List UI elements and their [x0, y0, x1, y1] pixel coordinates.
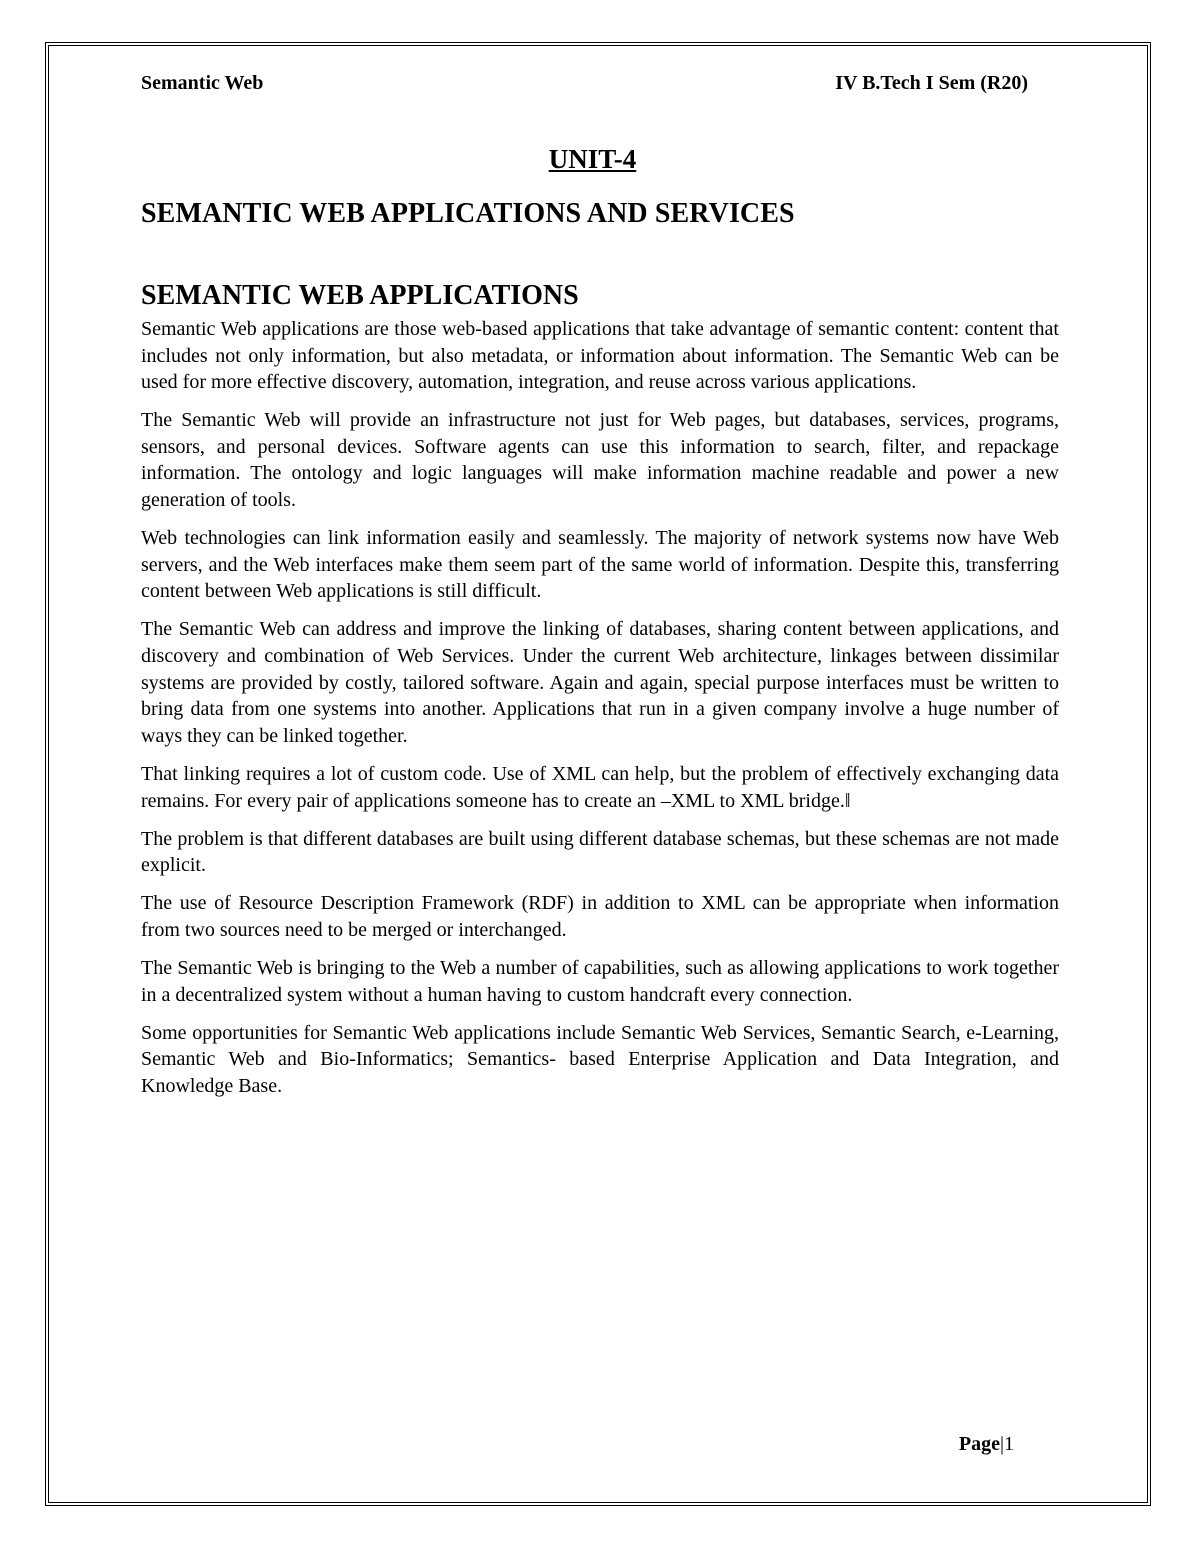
paragraph: The Semantic Web is bringing to the Web a number of capabilities, such as allowing applications to work together in a decentralized system without a human having to custom handcraft every connection.	[141, 956, 1059, 1006]
paragraph: Web technologies can link information easily and seamlessly. The majority of network systems now have Web servers, and the Web interfaces make them seem part of the same world of information. Despite this, transferring content between Web applications is still difficult.	[141, 527, 1059, 603]
paragraph: The problem is that different databases are built using different database schemas, but these schemas are not made explicit.	[141, 827, 1059, 877]
header-semester: IV B.Tech I Sem (R20)	[835, 72, 1028, 94]
page-number	[959, 1433, 1014, 1456]
paragraph: Some opportunities for Semantic Web applications include Semantic Web Services, Semantic Search, e-Learning, Semantic Web and Bio-Informatics; Semantics- based Enterprise Application and Data Integration, and Knowledge Base.	[141, 1021, 1059, 1097]
main-title: SEMANTIC WEB APPLICATIONS AND SERVICES	[141, 198, 795, 229]
body-content	[141, 316, 1059, 1111]
section-title: SEMANTIC WEB APPLICATIONS	[141, 280, 579, 311]
paragraph: The use of Resource Description Framework (RDF) in addition to XML can be appropriate when information from two sources need to be merged or interchanged.	[141, 892, 1059, 941]
header-course-name: Semantic Web	[141, 72, 264, 94]
paragraph: The Semantic Web will provide an infrastructure not just for Web pages, but databases, services, programs, sensors, and personal devices. Software agents can use this information to search, filter, and repackage information. The ontology and logic languages will make information machine readable and power a new generation of tools.	[141, 409, 1059, 512]
unit-title: UNIT-4	[548, 144, 637, 174]
paragraph: Semantic Web applications are those web-based applications that take advantage of semantic content: content that includes not only information, but also metadata, or information about information. The Semantic Web can be used for more effective discovery, automation, integration, and reuse across various applications.	[141, 318, 1059, 394]
page-number-value: 1	[1004, 1433, 1014, 1455]
paragraph: That linking requires a lot of custom code. Use of XML can help, but the problem of effectively exchanging data remains. For every pair of applications someone has to create an –XML to XML bridge.‖	[141, 762, 1059, 812]
page-separator: |	[999, 1433, 1004, 1455]
page-label: Page	[958, 1433, 1000, 1455]
paragraph: The Semantic Web can address and improve the linking of databases, sharing content between applications, and discovery and combination of Web Services. Under the current Web architecture, linkages between dissimilar systems are provided by costly, tailored software. Again and again, special purpose interfaces must be written to bring data from one systems into another. Applications that run in a given company involve a huge number of ways they can be linked together.	[141, 618, 1059, 747]
